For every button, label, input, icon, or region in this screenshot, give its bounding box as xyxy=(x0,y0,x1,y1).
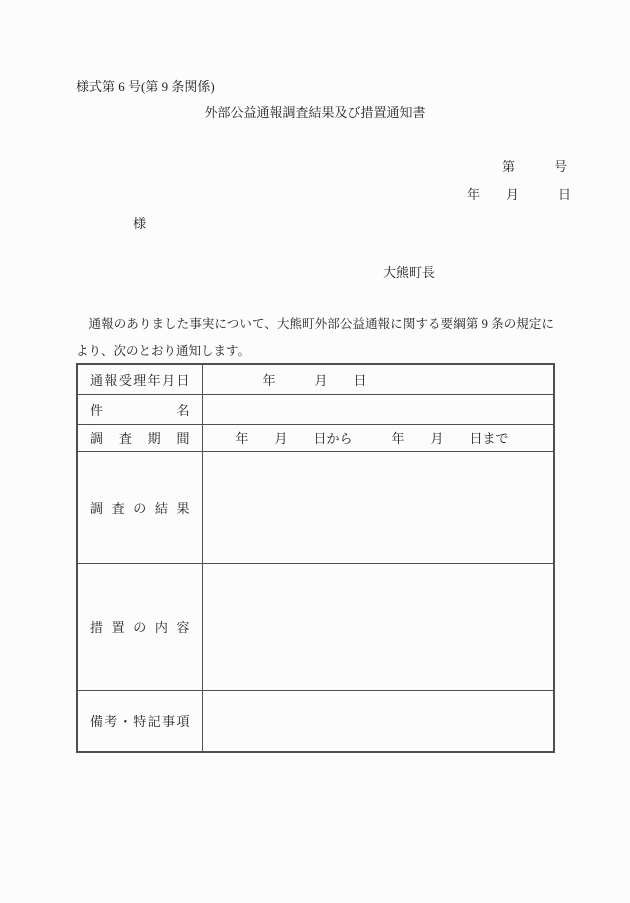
body-paragraph xyxy=(76,311,554,365)
row-label-subject: 件名 xyxy=(77,394,202,424)
row-label-investigation-period: 調査期間 xyxy=(77,424,202,451)
form-number: 様式第 6 号(第 9 条関係) xyxy=(76,79,215,94)
row-label-measures-content: 措置の内容 xyxy=(77,563,202,690)
table-row-subject xyxy=(77,394,554,424)
body-line-2: より、次のとおり通知します。 xyxy=(76,344,251,358)
table-row-remarks xyxy=(77,690,554,752)
row-value-subject xyxy=(202,394,554,424)
body-line-1: 通報のありました事実について、大熊町外部公益通報に関する要綱第 9 条の規定に xyxy=(88,317,554,331)
row-label-remarks: 備考・特記事項 xyxy=(77,690,202,752)
document-title: 外部公益通報調査結果及び措置通知書 xyxy=(204,105,426,120)
row-value-investigation-period: 年 月 日から 年 月 日まで xyxy=(202,424,554,451)
row-label-investigation-result: 調査の結果 xyxy=(77,451,202,563)
row-label-report-received-date: 通報受理年月日 xyxy=(77,364,202,394)
table-row-investigation-result xyxy=(77,451,554,563)
sender-name: 大熊町長 xyxy=(383,265,436,280)
document-number-line: 第 号 xyxy=(502,159,568,174)
table-row-measures-content xyxy=(77,563,554,690)
row-value-investigation-result xyxy=(202,451,554,563)
notice-table xyxy=(76,363,555,753)
addressee-honorific: 様 xyxy=(133,216,147,231)
row-value-measures-content xyxy=(202,563,554,690)
date-line: 年 月 日 xyxy=(467,187,572,202)
table-row-report-received-date xyxy=(77,364,554,394)
row-value-report-received-date: 年 月 日 xyxy=(202,364,554,394)
row-value-remarks xyxy=(202,690,554,752)
table-row-investigation-period xyxy=(77,424,554,451)
